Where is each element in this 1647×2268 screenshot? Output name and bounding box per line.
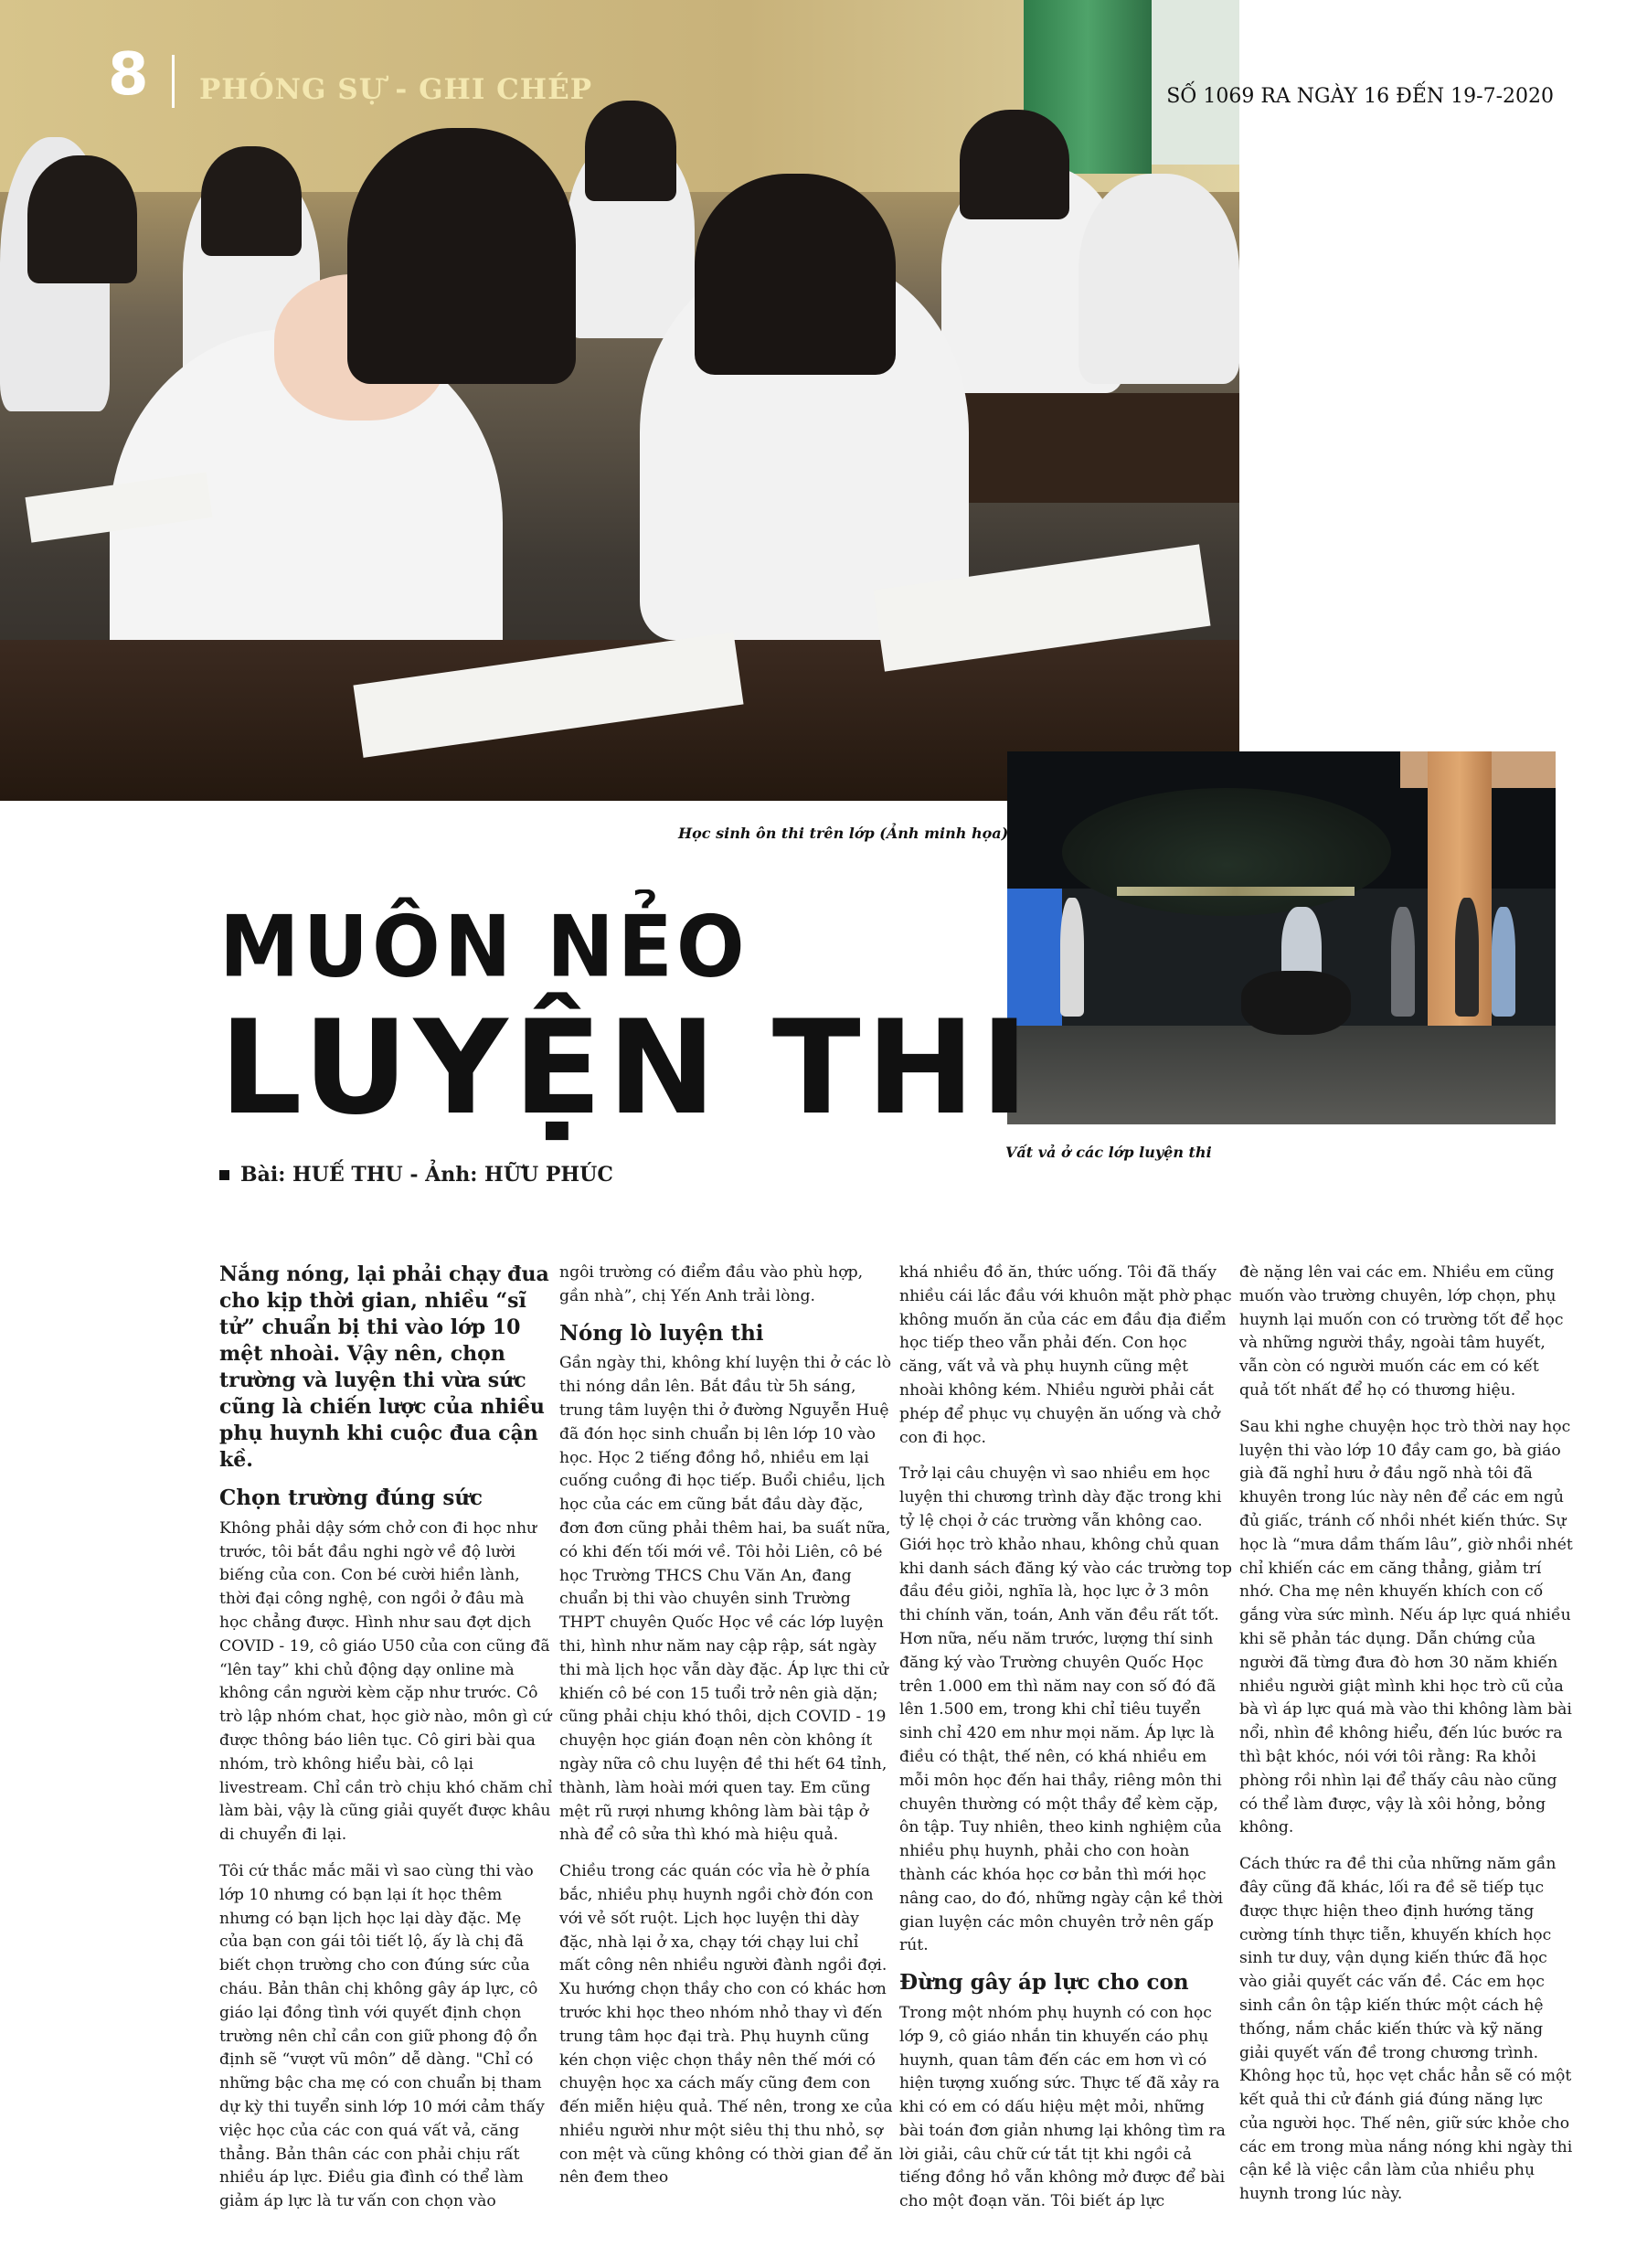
byline: [219, 1163, 613, 1187]
subheading-chon-truong: Chọn trường đúng sức: [219, 1485, 483, 1510]
article-column-2: [559, 1262, 893, 2203]
paragraph: Tôi cứ thắc mắc mãi vì sao cùng thi vào lớp 10 nhưng có bạn lại ít học thêm nhưng có bạn lịch học lại dày đặc. Mẹ của bạn con gái tôi tiết lộ, ấy là chị đã biết chọn trường cho con đúng sức của cháu. Bản thân chị không gây áp lực, cô giáo lại đồng tình với quyết định chọn trường nên chỉ cần con giữ phong độ ổn định sẽ “vượt vũ môn” dễ dàng. "Chỉ có những bậc cha mẹ có con chuẩn bị tham dự kỳ thi tuyển sinh lớp 10 mới cảm thấy việc học của các con quá vất vả, căng thẳng. Bản thân các con phải chịu rất nhiều áp lực. Điều gia đình có thể làm giảm áp lực là tư vấn con chọn vào: [219, 1861, 545, 2211]
header-divider: [172, 55, 175, 108]
paragraph: đè nặng lên vai các em. Nhiều em cũng muốn vào trường chuyên, lớp chọn, phụ huynh lại muốn con có trường tốt để học và những người thầy, ngoài tâm huyết, vẫn còn có người muốn các em có kết quả tốt nhất để họ có thương hiệu.: [1239, 1263, 1564, 1400]
paragraph: Trong một nhóm phụ huynh có con học lớp 9, cô giáo nhắn tin khuyến cáo phụ huynh, quan tâm đến các em hơn vì có hiện tượng xuống sức. Thực tế đã xảy ra khi có em có dấu hiệu mệt mỏi, những bài toán đơn giản nhưng lại không tìm ra lời giải, câu chữ cứ tắt tịt khi ngồi cả tiếng đồng hồ vẫn không mở được để bài cho một đoạn văn. Tôi biết áp lực: [899, 2003, 1226, 2211]
subheading-dung-gay-ap-luc: Đừng gây áp lực cho con: [899, 1970, 1189, 1996]
secondary-photo-night-street: [1007, 751, 1556, 1124]
main-photo-caption: Học sinh ôn thi trên lớp (Ảnh minh họa): [678, 825, 1009, 842]
paragraph: Chiều trong các quán cóc vỉa hè ở phía bắc, nhiều phụ huynh ngồi chờ đón con với vẻ sốt ruột. Lịch học luyện thi dày đặc, nhà lại ở xa, chạy tới chạy lui chỉ mất công nên nhiều người đành ngồi đợi. Xu hướng chọn thầy cho con có khác hơn trước khi học theo nhóm nhỏ thay vì đến trung tâm học đại trà. Phụ huynh cũng kén chọn việc chọn thầy nên thế mới có chuyện học xa cách mấy cũng đem con đến miễn hiệu quả. Thế nên, trong xe của nhiều người như một siêu thị thu nhỏ, sợ con mệt và cũng không có thời gian để ăn nên đem theo: [559, 1862, 893, 2188]
article-lead: Nắng nóng, lại phải chạy đua cho kịp thời gian, nhiều “sĩ tử” chuẩn bị thi vào lớp 10 mệt nhoài. Vậy nên, chọn trường và luyện thi vừa sức cũng là chiến lược của nhiều phụ huynh khi cuộc đua cận kề.: [219, 1262, 549, 1472]
article-column-1: [219, 1262, 553, 2227]
subheading-nong-lo: Nóng lò luyện thi: [559, 1320, 764, 1346]
article-title-line2: LUYỆN THI: [219, 993, 1035, 1144]
secondary-photo-caption: Vất vả ở các lớp luyện thi: [1005, 1144, 1212, 1161]
article-title-line1: MUÔN NẺO: [219, 897, 749, 996]
paragraph: Không phải dậy sớm chở con đi học như trước, tôi bắt đầu nghi ngờ về độ lười biếng của con. Con bé cười hiền lành, thời đại công nghệ, con ngồi ở đâu mà học chẳng được. Hình như sau đợt dịch COVID - 19, cô giáo U50 của con cũng đã “lên tay” khi chủ động dạy online mà không cần người kèm cặp như trước. Cô trò lập nhóm chat, học giờ nào, môn gì cứ được thông báo liên tục. Cô giri bài qua nhóm, trò không hiểu bài, cô lại livestream. Chỉ cần trò chịu khó chăm chỉ làm bài, vậy là cũng giải quyết được khâu di chuyển đi lại.: [219, 1518, 553, 1845]
issue-info: SỐ 1069 RA NGÀY 16 ĐẾN 19-7-2020: [1166, 85, 1554, 108]
page-number: 8: [108, 41, 149, 109]
bullet-square-icon: [219, 1170, 229, 1180]
paragraph: Cách thức ra đề thi của những năm gần đây cũng đã khác, lối ra đề sẽ tiếp tục được thực hiện theo định hướng tăng cường tính thực tiễn, khuyến khích học sinh tư duy, vận dụng kiến thức đã học vào giải quyết các vấn đề. Các em học sinh cần ôn tập kiến thức một cách hệ thống, nắm chắc kiến thức và kỹ năng giải quyết vấn đề trong chương trình. Không học tủ, học vẹt chắc hẳn sẽ có một kết quả thi cử đánh giá đúng năng lực của người học. Thế nên, giữ sức khỏe cho các em trong mùa nắng nóng khi ngày thi cận kề là việc cần làm của nhiều phụ huynh trong lúc này.: [1239, 1855, 1573, 2204]
paragraph: Sau khi nghe chuyện học trò thời nay học luyện thi vào lớp 10 đầy cam go, bà giáo già đã nghỉ hưu ở đầu ngõ nhà tôi đã khuyên trong lúc này nên để các em ngủ đủ giấc, tránh cố nhồi nhét kiến thức. Sự học là “mưa dầm thấm lâu”, giờ nhồi nhét chỉ khiến các em căng thẳng, giảm trí nhớ. Cha mẹ nên khuyến khích con cố gắng vừa sức mình. Nếu áp lực quá nhiều khi sẽ phản tác dụng. Dẫn chứng của người đã từng đưa đò hơn 30 năm khiến nhiều người giật mình khi học trò cũ của bà vì áp lực quá mà vào thi không làm bài nổi, nhìn đề không hiểu, đến lúc bước ra thì bật khóc, nói với tôi rằng: Ra khỏi phòng rồi nhìn lại để thấy câu nào cũng có thể làm được, vậy là xôi hỏng, bỏng không.: [1239, 1417, 1573, 1837]
article-column-3: [899, 1262, 1233, 2227]
article-column-4: [1239, 1262, 1573, 2220]
section-label: PHÓNG SỰ - GHI CHÉP: [199, 73, 593, 106]
byline-text: Bài: HUẾ THU - Ảnh: HỮU PHÚC: [240, 1163, 613, 1187]
paragraph: ngôi trường có điểm đầu vào phù hợp, gần nhà”, chị Yến Anh trải lòng.: [559, 1263, 864, 1305]
paragraph: Trở lại câu chuyện vì sao nhiều em học luyện thi chương trình dày đặc trong khi tỷ lệ chọi ở các trường vẫn không cao. Giới học trò khảo nhau, không chủ quan khi danh sách đăng ký vào các trường top đầu đều giỏi, nghĩa là, học lực ở 3 môn thi chính văn, toán, Anh văn đều rất tốt. Hơn nữa, nếu năm trước, lượng thí sinh đăng ký vào Trường chuyên Quốc Học trên 1.000 em thì năm nay con số đó đã lên 1.500 em, trong khi chỉ tiêu tuyển sinh chỉ 420 em như mọi năm. Áp lực là điều có thật, thế nên, có khá nhiều em mỗi môn học đến hai thầy, riêng môn thi chuyên thường có một thầy để kèm cặp, ôn tập. Tuy nhiên, theo kinh nghiệm của nhiều phụ huynh, phải cho con hoàn thành các khóa học cơ bản thì mới học nâng cao, do đó, những ngày cận kề thời gian luyện các môn chuyên trở nên gấp rút.: [899, 1464, 1232, 1955]
paragraph: khá nhiều đồ ăn, thức uống. Tôi đã thấy nhiều cái lắc đầu với khuôn mặt phờ phạc không muốn ăn của các em đầu địa điểm học tiếp theo vẫn phải đến. Con học căng, vất vả và phụ huynh cũng mệt nhoài không kém. Nhiều người phải cắt phép để phục vụ chuyện ăn uống và chở con đi học.: [899, 1263, 1232, 1447]
paragraph: Gần ngày thi, không khí luyện thi ở các lò thi nóng dần lên. Bắt đầu từ 5h sáng, trung tâm luyện thi ở đường Nguyễn Huệ đã đón học sinh chuẩn bị lên lớp 10 vào học. Học 2 tiếng đồng hồ, nhiều em lại cuống cuồng đi học tiếp. Buổi chiều, lịch học của các em cũng bắt đầu dày đặc, đơn đơn cũng phải thêm hai, ba suất nữa, có khi đến tối mới về. Tôi hỏi Liên, cô bé học Trường THCS Chu Văn An, đang chuẩn bị thi vào chuyên sinh Trường THPT chuyên Quốc Học về các lớp luyện thi, hình như năm nay cập rập, sát ngày thi mà lịch học vẫn dày đặc. Áp lực thi cử khiến cô bé con 15 tuổi trở nên già dặn; cũng phải chịu khó thôi, dịch COVID - 19 chuyện học gián đoạn nên còn không ít ngày nữa cô chu luyện đề thi hết 64 tỉnh, thành, làm hoài mới quen tay. Em cũng mệt rũ rượi nhưng không làm bài tập ở nhà để cô sửa thì khó mà hiệu quả.: [559, 1354, 892, 1845]
main-photo-classroom: [0, 0, 1239, 801]
